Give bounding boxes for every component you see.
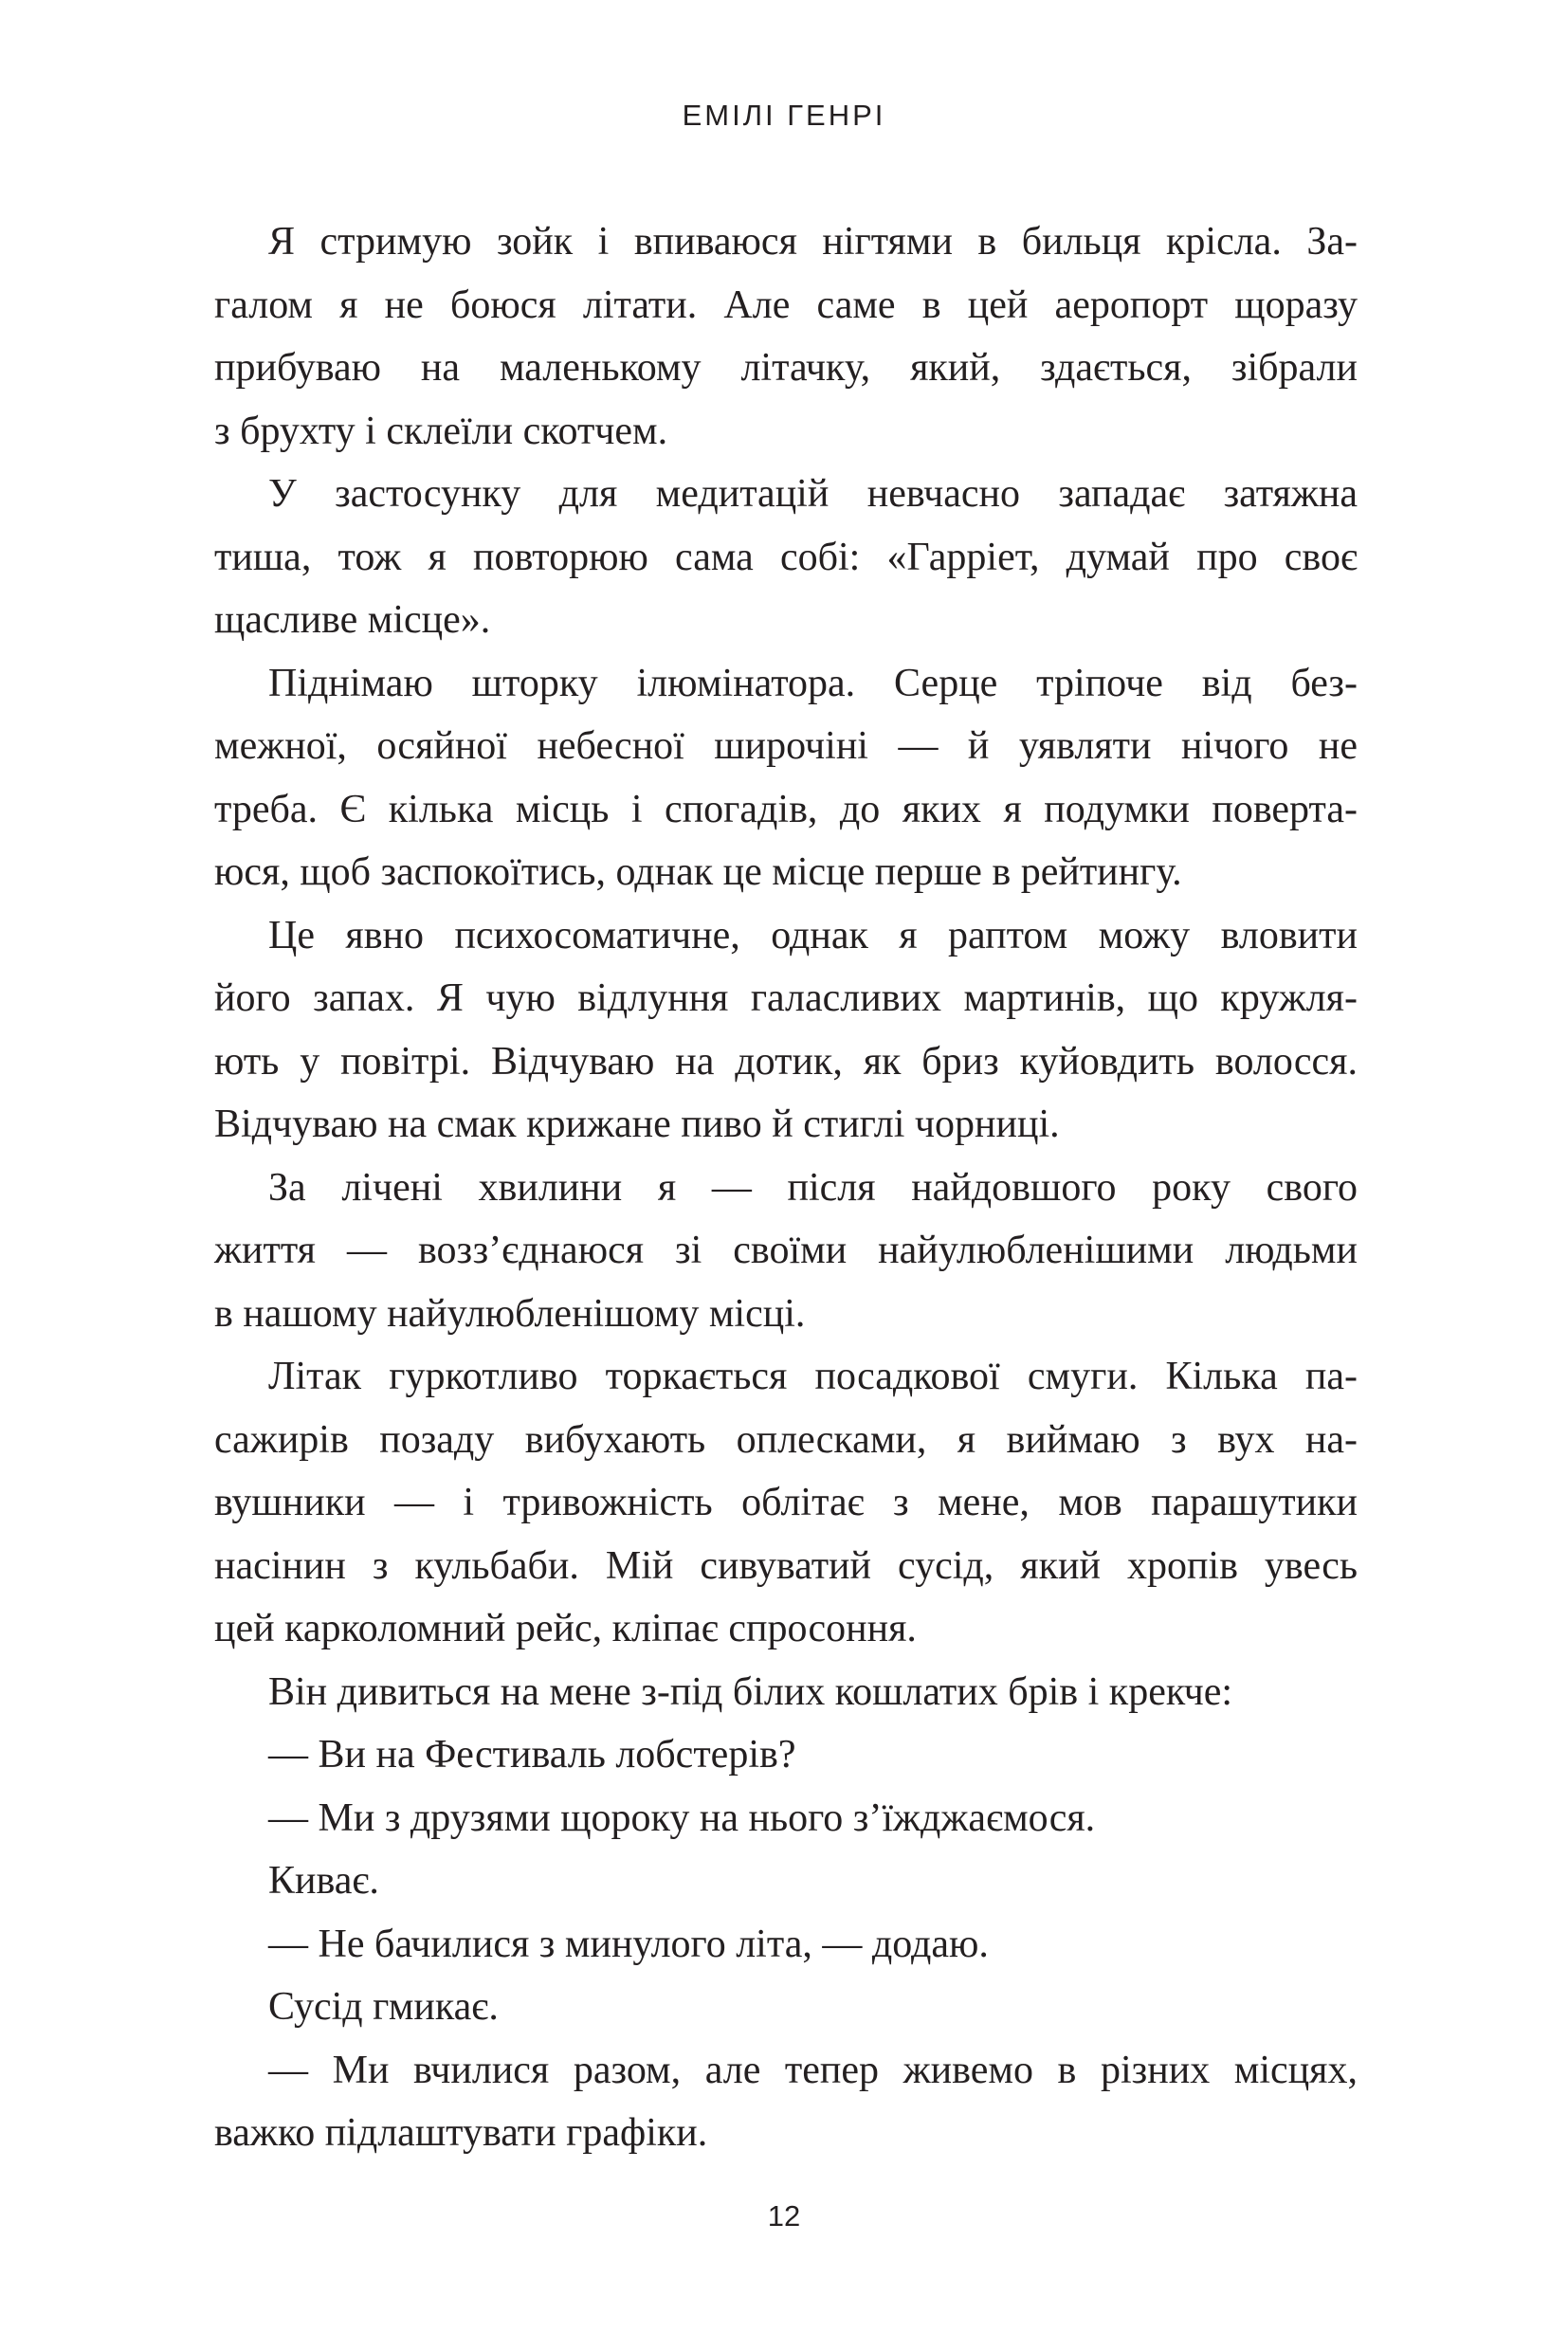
text-line: Він дивиться на мене з-під білих кошлатих брів і крекче: [268,1669,1233,1714]
paragraph [214,1661,1358,1724]
text-line: ють у повітрі. Відчуваю на дотик, як бриз куйовдить волосся. [214,1039,1358,1084]
text-line: цей карколомний рейс, кліпає спросоння. [214,1607,917,1650]
text-line: його запах. Я чую відлуння галасливих мартинів, що кружля- [214,976,1358,1020]
text-line: важко підлаштувати графіки. [214,2111,708,2155]
paragraph [214,1157,1358,1346]
text-line: юся, щоб заспокоїтись, однак це місце перше в рейтингу. [214,850,1182,894]
text-line: в нашому найулюбленішому місці. [214,1291,806,1336]
text-line: сажирів позаду вибухають оплесками, я виймаю з вух на- [214,1417,1358,1462]
text-line: — Ми вчилися разом, але тепер живемо в різних місцях, [268,2048,1358,2092]
running-head: ЕМІЛІ ГЕНРІ [682,99,886,132]
text-line: вушники — і тривожність облітає з мене, мов парашутики [214,1481,1358,1524]
text-line: Піднімаю шторку ілюмінатора. Серце тріпоче від без- [268,661,1358,705]
text-line: За лічені хвилини я — після найдовшого року свого [268,1165,1358,1210]
page-number: 12 [767,2199,801,2233]
text-line: Це явно психосоматичне, однак я раптом можу вловити [268,913,1358,957]
paragraph [214,463,1358,652]
paragraph [214,904,1358,1157]
paragraph [214,1850,1358,1913]
text-line: Я стримую зойк і впиваюся нігтями в бильця крісла. За- [268,220,1358,264]
paragraph [214,652,1358,904]
body-text [214,210,1358,2165]
text-line: Відчуваю на смак крижане пиво й стиглі чорниці. [214,1103,1060,1146]
text-line: з брухту і склеїли скотчем. [214,409,668,453]
text-line: — Ми з друзями щороку на нього з’їжджаємося. [268,1795,1096,1840]
text-line: тиша, тож я повторюю сама собі: «Гарріет, думай про своє [214,535,1358,579]
paragraph [214,1787,1358,1850]
text-line: галом я не боюся літати. Але саме в цей аеропорт щоразу [214,282,1358,327]
paragraph [214,1345,1358,1661]
text-line: межної, осяйної небесної широчіні — й уявляти нічого не [214,724,1358,768]
text-line: життя — возз’єднаюся зі своїми найулюбленішими людьми [214,1229,1358,1272]
paragraph [214,2039,1358,2165]
text-line: Киває. [268,1859,379,1903]
text-line: треба. Є кілька місць і спогадів, до яких я подумки поверта- [214,787,1358,831]
text-line: Сусід гмикає. [268,1985,499,2029]
paragraph [214,1913,1358,1977]
text-line: насінин з кульбаби. Мій сивуватий сусід, який хропів увесь [214,1543,1358,1588]
text-line: Літак гуркотливо торкається посадкової смуги. Кілька па- [268,1355,1358,1398]
text-line: У застосунку для медитацій невчасно западає затяжна [268,472,1358,516]
paragraph [214,1976,1358,2039]
paragraph [214,1723,1358,1787]
text-line: — Ви на Фестиваль лобстерів? [268,1733,796,1777]
text-line: прибуваю на маленькому літачку, який, здається, зібрали [214,346,1358,390]
paragraph [214,210,1358,463]
text-line: щасливе місце». [214,598,491,642]
text-line: — Не бачилися з минулого літа, — додаю. [268,1922,989,1966]
